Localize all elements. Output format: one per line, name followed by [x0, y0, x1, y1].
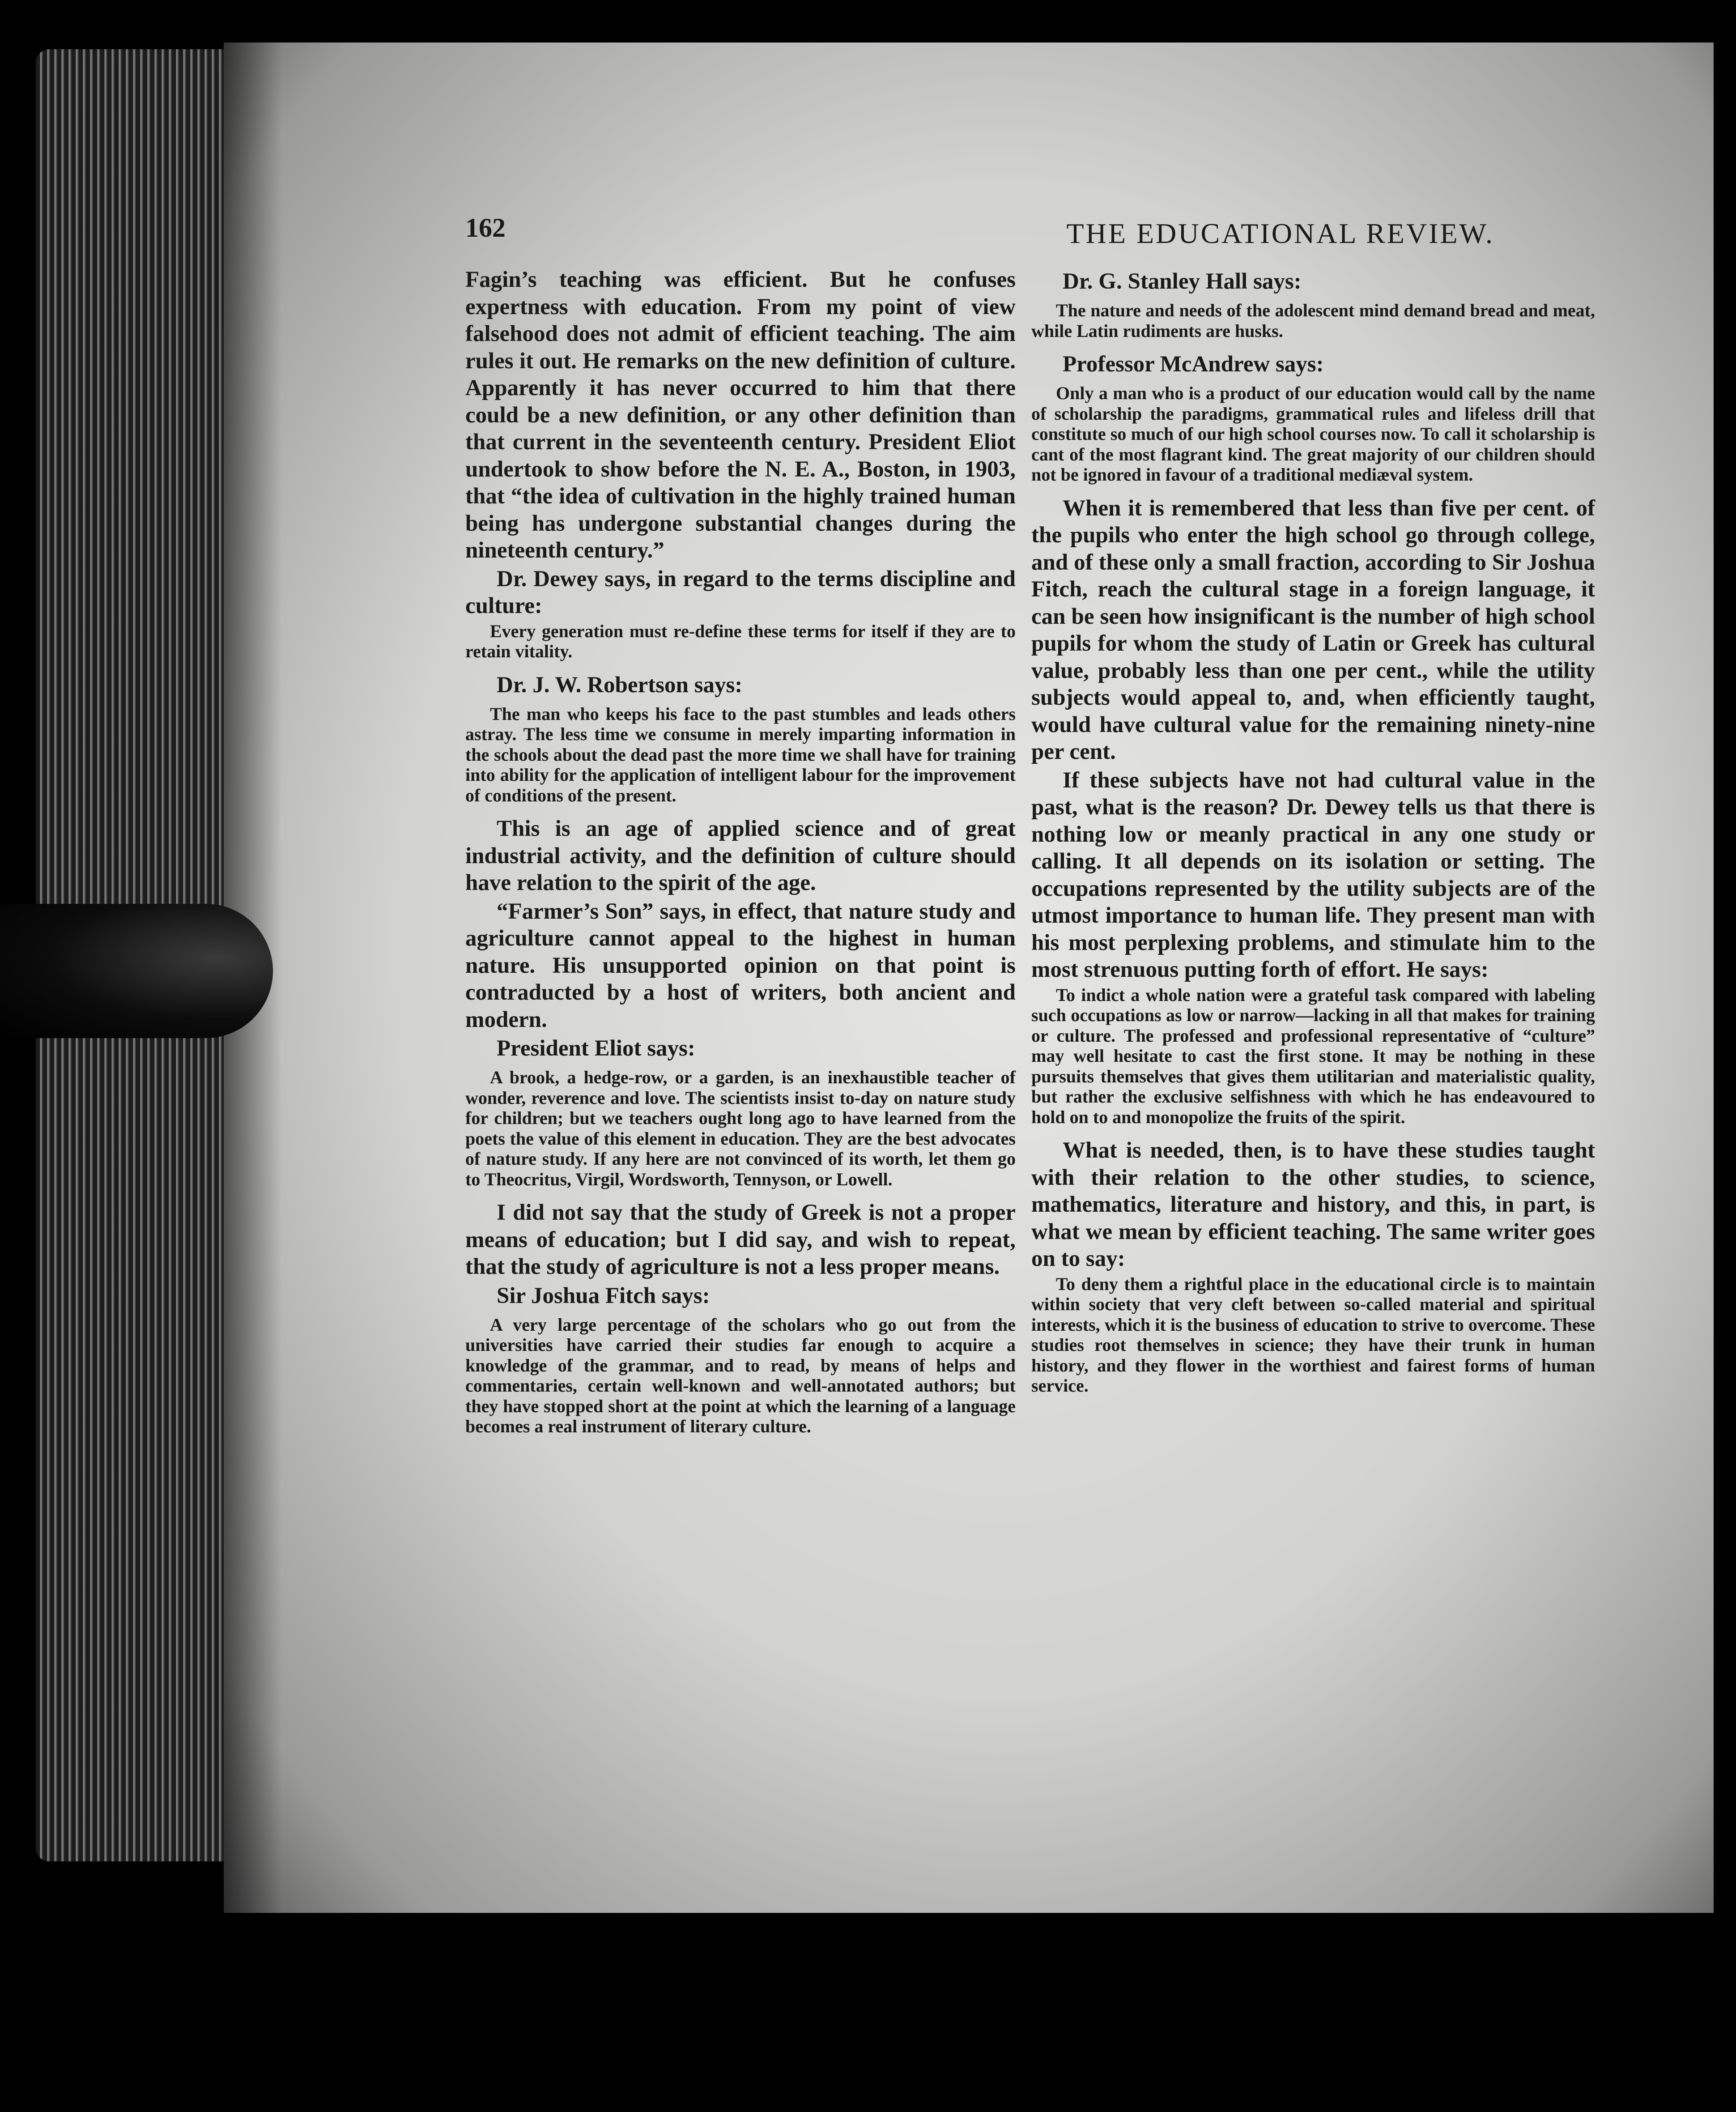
left-column: [465, 266, 1016, 1447]
body-paragraph: I did not say that the study of Greek is not a proper means of education; but I did say, and wish to repeat, that the study of agriculture is not a less proper means.: [465, 1200, 1016, 1279]
quote-attribution: President Eliot says:: [497, 1036, 695, 1061]
page-edge-shadow: [1714, 43, 1736, 1913]
body-paragraph: When it is remembered that less than five per cent. of the pupils who enter the high school go through college, and of these only a small fraction, according to Sir Joshua Fitch, reach the cultural stage in a foreign language, it can be seen how insignificant is the number of high school pupils for whom the study of Latin or Greek has cultural value, probably less than one per cent., while the utility subjects would appeal to, and, when efficiently taught, would have cultural value for the remaining ninety-nine per cent.: [1031, 495, 1595, 764]
quote-attribution: Professor McAndrew says:: [1063, 352, 1324, 377]
body-paragraph: If these subjects have not had cultural value in the past, what is the reason? Dr. Dewey tells us that there is nothing low or meanly practical in any one study or calling. It all depends on its isolation or setting. The occupations represented by the utility subjects are of the utmost importance to human life. They present man with his most perplexing problems, and stimulate him to the most strenuous putting forth of effort. He says:: [1031, 767, 1595, 982]
page-header: [465, 213, 1575, 253]
block-quote: To deny them a rightful place in the educational circle is to maintain within society that very cleft between so-called material and spiritual interests, which it is the business of education to strive to overcome. These studies root themselves in science; they have their trunk in human history, and they flower in the worthiest and fairest forms of human service.: [1031, 1273, 1595, 1396]
quote-attribution: Dr. J. W. Robertson says:: [497, 672, 743, 698]
quote-attribution: Dr. G. Stanley Hall says:: [1063, 269, 1302, 294]
body-paragraph: “Farmer’s Son” says, in effect, that nature study and agriculture cannot appeal to the highest in human nature. His unsupported opinion on that point is contraducted by a host of writers, both ancient and modern.: [465, 898, 1016, 1032]
page-number: 162: [465, 213, 506, 243]
body-paragraph: Fagin’s teaching was efficient. But he confuses expertness with education. From my point of view falsehood does not admit of efficient teaching. The aim rules it out. He remarks on the new definition of culture. Apparently it has never occurred to him that there could be a new definition, or any other definition than that current in the seventeenth century. President Eliot undertook to show before the N. E. A., Boston, in 1903, that “the idea of cultivation in the highly trained human being has undergone substantial changes during the nineteenth century.”: [465, 267, 1016, 563]
block-quote: The man who keeps his face to the past stumbles and leads others astray. The less time we consume in merely imparting information in the schools about the dead past the more time we shall have for training into ability for the application of intelligent labour for the improvement of conditions of the present.: [465, 703, 1016, 805]
running-head: THE EDUCATIONAL REVIEW.: [1066, 217, 1494, 249]
block-quote: Every generation must re-define these terms for itself if they are to retain vitality.: [465, 621, 1016, 661]
block-quote: A very large percentage of the scholars who go out from the universities have carried their studies far enough to acquire a knowledge of the grammar, and to read, by means of helps and commentaries, certain well-known and well-annotated authors; but they have stopped short at the point at which the learning of a language becomes a real instrument of literary culture.: [465, 1314, 1016, 1436]
body-paragraph: Dr. Dewey says, in regard to the terms discipline and culture:: [465, 566, 1016, 618]
right-column: [1031, 266, 1595, 1406]
block-quote: To indict a whole nation were a grateful task compared with labeling such occupations as low or narrow—lacking in all that makes for training or culture. The professed and professional representative of “culture” may well hesitate to cast the first stone. It may be nothing in these pursuits themselves that gives them utilitarian and materialistic quality, but rather the exclusive selfishness with which he has endeavoured to hold on to and monopolize the fruits of the spirit.: [1031, 984, 1595, 1127]
quote-attribution: Sir Joshua Fitch says:: [497, 1283, 710, 1308]
body-paragraph: What is needed, then, is to have these studies taught with their relation to the other studies, to science, mathematics, literature and history, and this, in part, is what we mean by efficient teaching. The same writer goes on to say:: [1031, 1138, 1595, 1271]
block-quote: The nature and needs of the adolescent mind demand bread and meat, while Latin rudiments are husks.: [1031, 300, 1595, 341]
thumb-holding-page: [0, 904, 273, 1038]
block-quote: Only a man who is a product of our education would call by the name of scholarship the paradigms, grammatical rules and lifeless drill that constitute so much of our high school courses now. To call it scholarship is cant of the most flagrant kind. The great majority of our children should not be ignored in favour of a traditional mediæval system.: [1031, 383, 1595, 485]
block-quote: A brook, a hedge-row, or a garden, is an inexhaustible teacher of wonder, reverence and love. The scientists insist to-day on nature study for children; but we teachers ought long ago to have learned from the poets the value of this element in education. They are the best advocates of nature study. If any here are not convinced of its worth, let them go to Theocritus, Virgil, Wordsworth, Tennyson, or Lowell.: [465, 1067, 1016, 1189]
body-paragraph: This is an age of applied science and of great industrial activity, and the definition of culture should have relation to the spirit of the age.: [465, 816, 1016, 895]
